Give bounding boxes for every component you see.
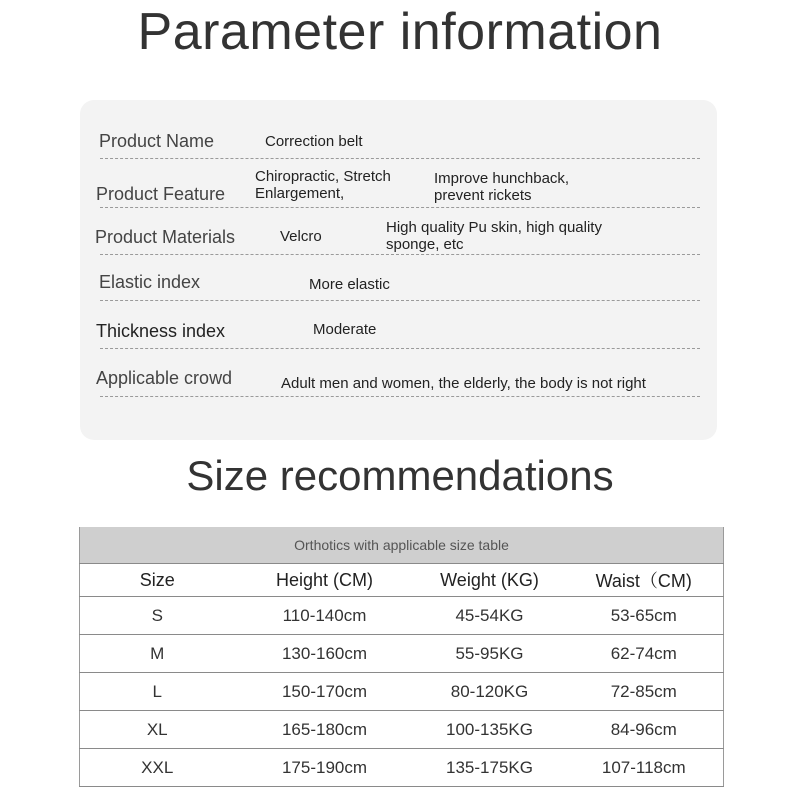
param-label-applicable-crowd: Applicable crowd [96,368,233,388]
param-label-elastic-index: Elastic index [99,272,201,292]
size-table-header [80,564,724,597]
cell-waist: 107-118cm [565,749,724,787]
param-value-product-name: Correction belt [265,133,363,150]
header-waist: Waist（CM) [565,564,724,597]
cell-height: 110-140cm [235,597,415,635]
table-row [80,597,724,635]
cell-size: S [80,597,235,635]
size-table-caption: Orthotics with applicable size table [80,527,724,564]
header-weight: Weight (KG) [415,564,565,597]
header-size: Size [80,564,235,597]
param-value-feature-1: Chiropractic, Stretch Enlargement, [255,168,391,202]
param-divider [100,396,700,397]
cell-size: XXL [80,749,235,787]
cell-height: 165-180cm [235,711,415,749]
header-height: Height (CM) [235,564,415,597]
param-divider [100,254,700,255]
cell-waist: 62-74cm [565,635,724,673]
cell-weight: 135-175KG [415,749,565,787]
cell-height: 130-160cm [235,635,415,673]
cell-weight: 45-54KG [415,597,565,635]
param-value-material-2: High quality Pu skin, high quality sponge, etc [386,219,602,253]
table-row [80,673,724,711]
cell-waist: 53-65cm [565,597,724,635]
cell-waist: 72-85cm [565,673,724,711]
size-title: Size recommendations [186,452,614,499]
cell-weight: 55-95KG [415,635,565,673]
param-label-product-feature: Product Feature [96,184,226,204]
cell-size: L [80,673,235,711]
param-label-thickness-index: Thickness index [96,321,226,341]
table-row [80,749,724,787]
cell-height: 175-190cm [235,749,415,787]
cell-waist: 84-96cm [565,711,724,749]
table-row [80,635,724,673]
param-divider [100,207,700,208]
param-label-product-name: Product Name [99,131,215,151]
param-value-applicable-crowd: Adult men and women, the elderly, the body is not right [281,375,646,392]
param-value-thickness-index: Moderate [313,321,377,338]
cell-weight: 80-120KG [415,673,565,711]
table-row [80,711,724,749]
param-divider [100,348,700,349]
param-value-material-1: Velcro [280,228,322,245]
param-divider [100,158,700,159]
parameter-title: Parameter information [137,3,663,61]
cell-height: 150-170cm [235,673,415,711]
param-value-feature-2: Improve hunchback, prevent rickets [434,170,570,204]
cell-size: M [80,635,235,673]
param-divider [100,300,700,301]
cell-size: XL [80,711,235,749]
param-label-product-materials: Product Materials [95,227,236,247]
size-table [79,527,724,787]
cell-weight: 100-135KG [415,711,565,749]
param-value-elastic-index: More elastic [309,276,390,293]
